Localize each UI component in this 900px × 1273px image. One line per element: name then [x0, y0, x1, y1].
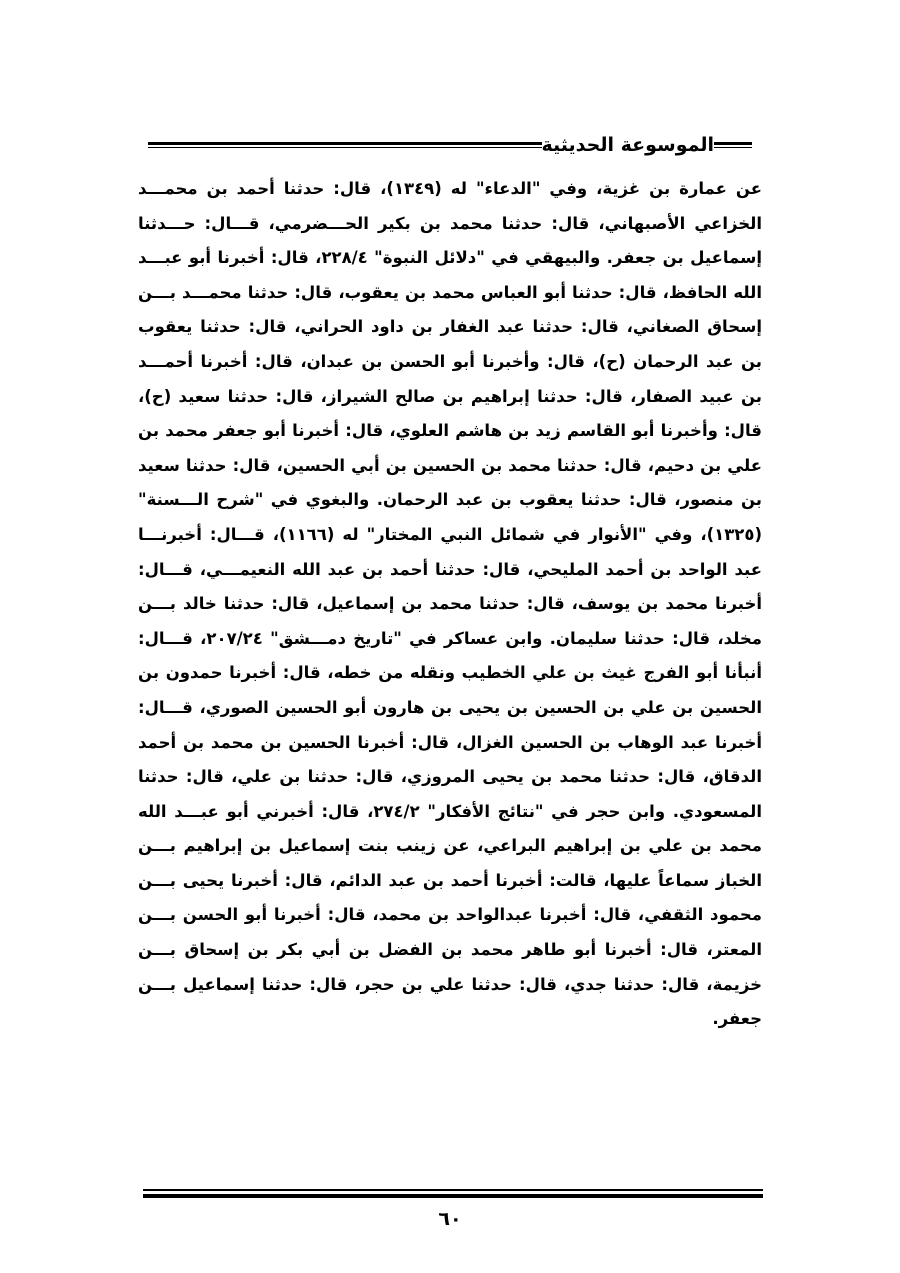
text-line: قال: وأخبرنا أبو القاسم زيد بن هاشم العلوي، قال: أخبرنا أبو جعفر محمد بن — [138, 421, 762, 441]
text-line: جعفر. — [712, 1009, 762, 1029]
text-line: الدقاق، قال: حدثنا محمد بن يحيى المروزي، قال: حدثنا بن علي، قال: حدثنا — [138, 767, 762, 787]
text-line: الخزاعي الأصبهاني، قال: حدثنا محمد بن بكير الحـــضرمي، قـــال: حـــدثنا — [138, 213, 762, 233]
text-line: الخباز سماعاً عليها، قالت: أخبرنا أحمد بن عبد الدائم، قال: أخبرنا يحيى بـــن — [138, 870, 762, 890]
running-header — [138, 128, 762, 162]
footer-rule — [143, 1189, 763, 1198]
text-line: الله الحافظ، قال: حدثنا أبو العباس محمد بن يعقوب، قال: حدثنا محمـــد بـــن — [138, 282, 762, 302]
text-line: بن عبيد الصفار، قال: حدثنا إبراهيم بن صالح الشيراز، قال: حدثنا سعيد (ح)، — [138, 386, 762, 406]
page-body — [138, 172, 762, 1037]
text-line: محمد بن علي بن إبراهيم البراعي، عن زينب بنت إسماعيل بن إبراهيم بـــن — [138, 836, 762, 856]
text-line: بن عبد الرحمان (ح)، قال: وأخبرنا أبو الحسن بن عبدان، قال: أخبرنا أحمـــد — [138, 351, 762, 371]
text-line: المسعودي. وابن حجر في "نتائج الأفكار" ٢٧٤/٢، قال: أخبرني أبو عبـــد الله — [138, 801, 762, 821]
text-line: إسماعيل بن جعفر. والبيهقي في "دلائل النبوة" ٢٢٨/٤، قال: أخبرنا أبو عبـــد — [138, 248, 762, 268]
header-rule-left — [148, 142, 542, 148]
header-title: الموسوعة الحديثية — [541, 134, 714, 156]
text-line: عبد الواحد بن أحمد المليحي، قال: حدثنا أحمد بن عبد الله النعيمـــي، قـــال: — [138, 559, 762, 579]
text-line: الحسين بن علي بن الحسين بن يحيى بن هارون أبو الحسين الصوري، قـــال: — [138, 697, 762, 717]
text-line: بن منصور، قال: حدثنا يعقوب بن عبد الرحمان. والبغوي في "شرح الـــسنة" — [138, 490, 762, 510]
text-line: أخبرنا محمد بن يوسف، قال: حدثنا محمد بن إسماعيل، قال: حدثنا خالد بـــن — [138, 594, 762, 614]
text-line: علي بن دحيم، قال: حدثنا محمد بن الحسين بن أبي الحسين، قال: حدثنا سعيد — [138, 455, 762, 475]
text-line: (١٣٢٥)، وفي "الأنوار في شمائل النبي المختار" له (١١٦٦)، قـــال: أخبرنـــا — [138, 524, 762, 544]
text-line: أخبرنا عبد الوهاب بن الحسين الغزال، قال: أخبرنا الحسين بن محمد بن أحمد — [138, 732, 762, 752]
header-rule-right — [714, 142, 752, 148]
text-line: مخلد، قال: حدثنا سليمان. وابن عساكر في "تاريخ دمـــشق" ٢٠٧/٢٤، قـــال: — [138, 628, 762, 648]
text-line: محمود الثقفي، قال: أخبرنا عبدالواحد بن محمد، قال: أخبرنا أبو الحسن بـــن — [138, 905, 762, 925]
text-line: عن عمارة بن غزية، وفي "الدعاء" له (١٣٤٩)، قال: حدثنا أحمد بن محمـــد — [138, 179, 762, 198]
page-number: ٦٠ — [438, 1208, 462, 1230]
text-line: خزيمة، قال: حدثنا جدي، قال: حدثنا علي بن حجر، قال: حدثنا إسماعيل بـــن — [138, 974, 762, 994]
text-line: أنبأنا أبو الفرج غيث بن علي الخطيب ونقله من خطه، قال: أخبرنا حمدون بن — [138, 663, 762, 683]
text-line: إسحاق الصغاني، قال: حدثنا عبد الغفار بن داود الحراني، قال: حدثنا يعقوب — [138, 317, 762, 337]
text-line: المعتر، قال: أخبرنا أبو طاهر محمد بن الفضل بن أبي بكر بن إسحاق بـــن — [138, 940, 762, 960]
